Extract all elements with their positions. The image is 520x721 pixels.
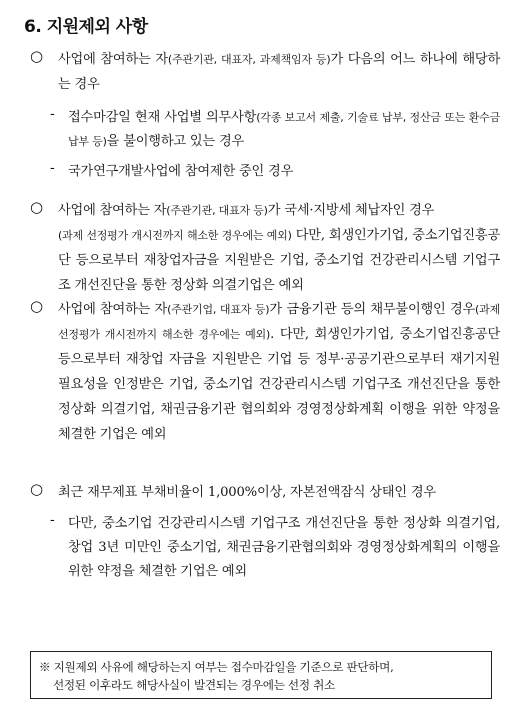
dash-bullet-icon: -	[50, 106, 55, 122]
exclusion-item-3-text: 사업에 참여하는 자(주관기업, 대표자 등)가 금융기관 등의 채무불이행인 경우(과제 선정평가 개시전까지 해소한 경우에는 예외). 다만, 회생인가기업, 중소기업진흥공단 등으로부터 재창업 자금을 지원받은 기업 등 정부·공공기관으로부터 재기지원 필요성을 인정받은 기업, 중소기업 건강관리시스템 기업구조 개선진단을 통한 정상화 의결기업, 채권금융기관 협의회와 경영정상화계획 이행을 위한 약정을 체결한 기업은 예외	[58, 302, 500, 442]
circle-bullet-icon: ○	[30, 297, 44, 315]
exclusion-item-1-sub-1	[50, 106, 500, 154]
exclusion-item-3	[30, 297, 500, 447]
exclusion-item-1-sub-2	[50, 160, 500, 184]
sub-item-text: 다만, 중소기업 건강관리시스템 기업구조 개선진단을 통한 정상화 의결기업, 창업 3년 미만인 중소기업, 채권금융기관협의회와 경영정상화계획의 이행을 위한 약정을 체결한 기업은 예외	[68, 516, 500, 579]
notice-line-2: 선정된 이후라도 해당사실이 발견되는 경우에는 선정 취소	[53, 678, 335, 692]
sub-item-text: 접수마감일 현재 사업별 의무사항(각종 보고서 제출, 기술료 납부, 정산금 또는 환수금 납부 등)을 불이행하고 있는 경우	[68, 110, 500, 149]
notice-line-1: ※ 지원제외 사유에 해당하는지 여부는 접수마감일을 기준으로 판단하며,	[39, 660, 394, 674]
sub-item-text: 국가연구개발사업에 참여제한 중인 경우	[68, 164, 294, 179]
circle-bullet-icon: ○	[30, 47, 44, 65]
circle-bullet-icon: ○	[30, 480, 44, 498]
exclusion-item-1	[30, 47, 500, 97]
exclusion-item-4-text: 최근 재무제표 부채비율이 1,000%이상, 자본전액잠식 상태인 경우	[58, 485, 436, 500]
notice-box	[30, 651, 492, 699]
dash-bullet-icon: -	[50, 512, 55, 528]
exclusion-item-4	[30, 480, 500, 505]
dash-bullet-icon: -	[50, 160, 55, 176]
exclusion-item-2	[30, 198, 500, 298]
exclusion-item-4-sub-1	[50, 512, 500, 584]
exclusion-item-2-text: 사업에 참여하는 자(주관기관, 대표자 등)가 국세·지방세 체납자인 경우 (과제 선정평가 개시전까지 해소한 경우에는 예외) 다만, 회생인가기업, 중소기업진흥공단 등으로부터 재창업자금을 지원받은 기업, 중소기업 건강관리시스템 기업구조 개선진단을 통한 정상화 의결기업은 예외	[58, 203, 501, 293]
circle-bullet-icon: ○	[30, 198, 44, 216]
section-title: 6. 지원제외 사항	[24, 17, 148, 37]
exclusion-item-1-text: 사업에 참여하는 자(주관기관, 대표자, 과제책임자 등)가 다음의 어느 하나에 해당하는 경우	[58, 52, 501, 92]
